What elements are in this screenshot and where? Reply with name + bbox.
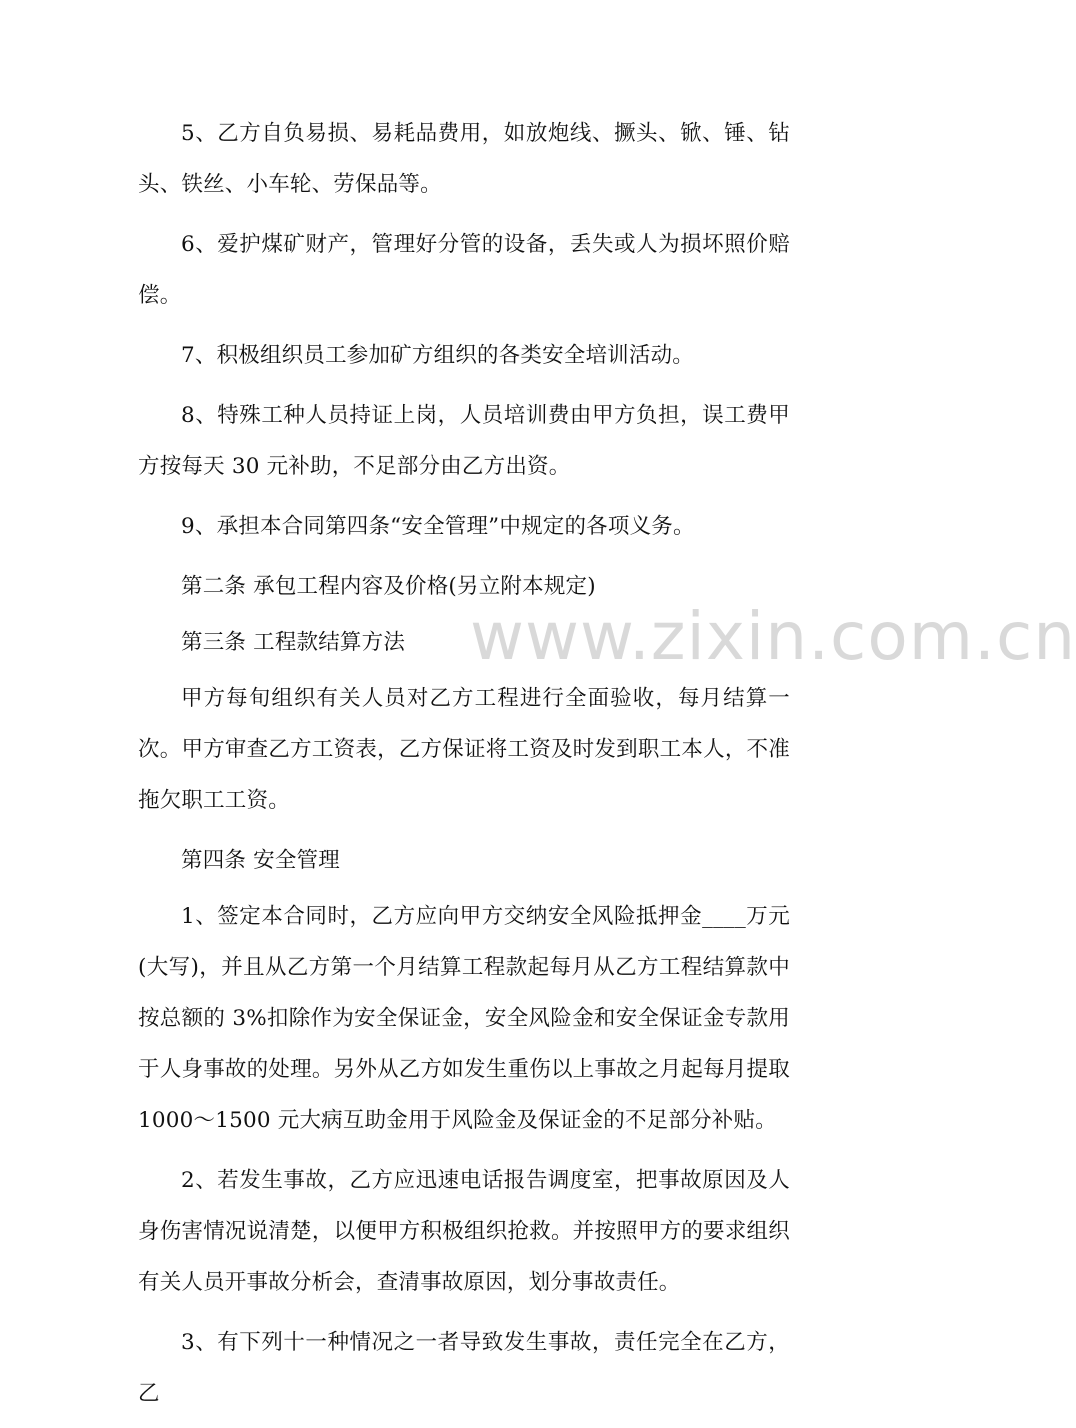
paragraph-item-7: 7、积极组织员工参加矿方组织的各类安全培训活动。: [181, 343, 694, 368]
document-body: [138, 108, 790, 1428]
article-2-heading: 第二条 承包工程内容及价格(另立附本规定): [181, 574, 596, 599]
article-3-heading: 第三条 工程款结算方法: [181, 630, 406, 655]
paragraph-item-8: 8、特殊工种人员持证上岗，人员培训费由甲方负担，误工费甲方按每天 30 元补助，不足部分由乙方出资。: [138, 403, 790, 479]
safety-clause-3: 3、有下列十一种情况之一者导致发生事故，责任完全在乙方，乙: [138, 1330, 790, 1406]
article-3-body: 甲方每旬组织有关人员对乙方工程进行全面验收，每月结算一次。甲方审查乙方工资表，乙方保证将工资及时发到职工本人，不准拖欠职工工资。: [138, 686, 790, 813]
safety-clause-1: 1、签定本合同时，乙方应向甲方交纳安全风险抵押金____万元(大写)，并且从乙方第一个月结算工程款起每月从乙方工程结算款中按总额的 3%扣除作为安全保证金，安全风险金和安全保证金专款用于人身事故的处理。另外从乙方如发生重伤以上事故之月起每月提取1000～1500 元大病互助金用于风险金及保证金的不足部分补贴。: [138, 904, 790, 1133]
paragraph-item-9: 9、承担本合同第四条“安全管理”中规定的各项义务。: [181, 514, 695, 539]
watermark: www.zixin.com.cn: [470, 598, 1076, 675]
paragraph-item-6: 6、爱护煤矿财产，管理好分管的设备，丢失或人为损坏照价赔偿。: [138, 232, 790, 308]
paragraph-item-5: 5、乙方自负易损、易耗品费用，如放炮线、撅头、锨、锤、钻头、铁丝、小车轮、劳保品等。: [138, 121, 790, 197]
safety-clause-2: 2、若发生事故，乙方应迅速电话报告调度室，把事故原因及人身伤害情况说清楚，以便甲方积极组织抢救。并按照甲方的要求组织有关人员开事故分析会，查清事故原因，划分事故责任。: [138, 1168, 790, 1295]
article-4-heading: 第四条 安全管理: [181, 848, 340, 873]
